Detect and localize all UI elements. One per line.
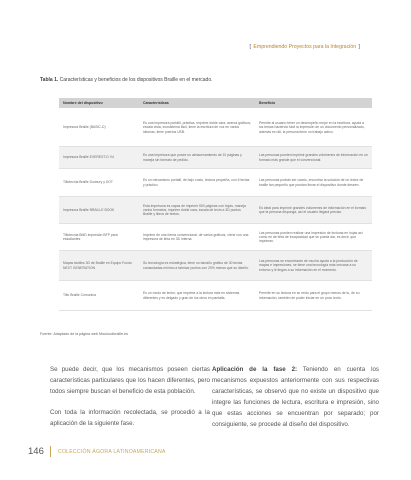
footer-divider [50,446,51,457]
table-cell: Es un mecanismo portátil, de bajo costo, lectura pequeña, con 6 teclas y práctico. [139,169,255,197]
table-cell: Las personas pueden imprimir grandes volúmenes de información en un formato más grande que el convencional. [255,147,372,169]
table-cell: Es una impresora que posee un almacenamiento de 10 páginas y maneja sin formato de pedido. [139,147,255,169]
table-row [59,147,372,169]
table-cell: Impresora Braille (BASIC-D) [59,109,139,147]
table-cell: Tiflo Braille Comunica [59,281,139,311]
body-paragraph: Se puede decir, que los mecanismos poseen ciertas características particulares que los hacen diferentes, pero todos siempre buscan el beneficio de esta población. [50,366,210,396]
phase-2-text: Teniendo en cuenta los mecanismos expuestos anteriormente con sus respectivas características, se observó que no existe un dispositivo que integre las funciones de lectura, escritura e impresión, sino que estas acciones se encuentran por separado; por consiguiente, se procede al diseño del dispositivo. [212,366,379,429]
devices-table [59,98,372,311]
table-cell: Su tecnología es estratégica, tiene un tamaño gráfico de 30 teclas comandadas mínimo a fabricar puntos con 20% menos que su diseño. [139,251,255,281]
table-cell: Las personas pueden realizar una impresión de lecturas en hojas así como en de tinta de incapacidad que se pueda dar, es decir, que impriman. [255,224,372,251]
table-cell: Es una impresora portátil, práctica, imprime doble cara, acerca gráficos, escala vista, ecosistema fácil, tiene la escritura de voz en varios idiomas, tiene puertos USB. [139,109,255,147]
table-cell: Esta impresora es capaz de imprimir 500 páginas con hojas, maneja varios formatos, imprime doble cara, escala de texto a 3D puntos Braille y libros de textos. [139,197,255,224]
table-cell: Imprime de una forma convencional, de varios gráficos, viene con una impresora de tinta en 3D interna. [139,224,255,251]
table-cell: Impresora Braille BRAILLE BOOK [59,197,139,224]
body-column-left [50,364,210,439]
table-cell: Es un modo de lector, que imprime a la lectura más en sistemas diferentes y es delgado y gran de los otros en pantalla. [139,281,255,311]
table-row [59,109,372,147]
body-column-right [212,364,379,441]
table-row [59,281,372,311]
table-row [59,197,372,224]
running-header [249,44,361,50]
table-cell: Permite al usuario tener un desempeño mejor en la escritura, ayuda a los temas haciendo fácil la impresión de un documento personalizado, además es útil, la persona tiene un trabajo activo. [255,109,372,147]
table-caption-text: Características y beneficios de los dispositivos Braille en el mercado. [58,77,213,83]
table-cell: Mapas táctiles 3D de Braille en Equipo Fundo NEXT GENERATION [59,251,139,281]
table-cell: Las personas se encontrarán de mucha ayuda a la producción de mapas e impresiones, se tiene una tecnología más cercana a su entorno y le llegan a su información en el momento. [255,251,372,281]
table-row [59,169,372,197]
table-header-row [59,98,372,109]
table-caption [40,77,213,83]
column-header-benefit: Beneficio [255,98,372,109]
table-cell: Impresora Braille EVEREST-D V4 [59,147,139,169]
column-header-characteristics: Características [139,98,255,109]
table-row [59,224,372,251]
phase-2-heading: Aplicación de la fase 2: [212,366,298,373]
footer-collection-title: COLECCIÓN ÁGORA LATINOAMERICANA [58,449,166,455]
table-cell: Tiflotecnia Braille Duxbury y DOT [59,169,139,197]
table-cell: Es ideal para imprimir grandes volúmenes de información en el formato que la persona disponga, así el usuario llegará preciso. [255,197,372,224]
body-paragraph [212,364,379,431]
header-title: Emprendiendo Proyectos para la Integración [253,44,357,50]
table-cell: Las personas podrán ser usarlo, encontrar la solución de un lector de braille tan pequeño que puedan llevar el dispositivo donde deseen. [255,169,372,197]
table-cell: Tiflotecnia BMD impresión BFP para estudiantes [59,224,139,251]
body-paragraph: Con toda la información recolectada, se procedió a la aplicación de la siguiente fase. [50,409,210,428]
page-number: 146 [28,446,44,457]
table-row [59,251,372,281]
table-caption-label: Tabla 1. [40,77,59,83]
header-bracket-close: ] [358,44,360,50]
header-bracket-open: [ [249,44,251,50]
table-source-note: Fuente: Adaptado de la página web Mouloudbraille.es [40,332,128,336]
table-cell: Permite en su lectura en su resto para el grupo menos de tu, de su información, también de poder iniciar en un poco lento. [255,281,372,311]
column-header-device-name: Nombre del dispositivo [59,98,139,109]
